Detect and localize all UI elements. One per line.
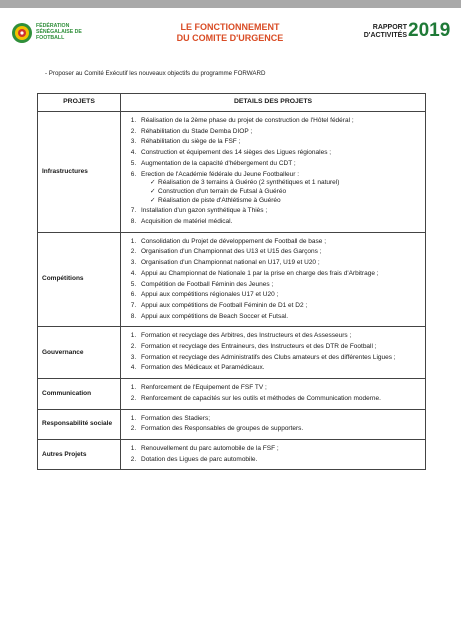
- list-item-text: Consolidation du Projet de développement de Football de base ;: [141, 237, 327, 245]
- list-item-text: Renouvellement du parc automobile de la FSF ;: [141, 444, 279, 452]
- table-header-row: [38, 94, 426, 112]
- list-item: [138, 171, 420, 205]
- list-item-text: Formation et recyclage des Administratifs des Clubs amateurs et des différentes Ligues ;: [141, 353, 396, 361]
- project-details-cell: [121, 327, 426, 379]
- project-details-list: [127, 415, 420, 434]
- project-details-list: [127, 384, 420, 403]
- checkmark-icon: ✓: [150, 187, 156, 195]
- list-item: [138, 259, 420, 267]
- fsf-logo-icon: [11, 22, 33, 44]
- project-details-cell: [121, 439, 426, 469]
- project-details-list: [127, 117, 420, 226]
- sub-list-item-text: Construction d'un terrain de Futsal à Guéréo: [158, 187, 287, 195]
- list-item-text: Renforcement de l'Equipement de FSF TV ;: [141, 384, 267, 392]
- table-row: [38, 327, 426, 379]
- report-label: [352, 24, 407, 39]
- table-row: [38, 439, 426, 469]
- list-item-text: Appui aux compétitions de Football Féminin de D1 et D2 ;: [141, 301, 308, 309]
- list-item-text: Erection de l'Académie fédérale du Jeune Footballeur :: [141, 170, 300, 178]
- list-item: [138, 160, 420, 168]
- column-header-details: DETAILS DES PROJETS: [121, 94, 426, 112]
- list-item: [138, 343, 420, 351]
- list-item-text: Formation des Responsables de groupes de supporters.: [141, 425, 304, 433]
- list-item-text: Acquisition de matériel médical.: [141, 218, 233, 226]
- list-item: [138, 384, 420, 392]
- list-item-text: Renforcement de capacités sur les outils et méthodes de Communication moderne.: [141, 394, 381, 402]
- list-item-text: Organisation d'un Championnat des U13 et U15 des Garçons ;: [141, 248, 322, 256]
- list-item: [138, 364, 420, 372]
- column-header-projets: PROJETS: [38, 94, 121, 112]
- intro-text: - Proposer au Comité Exécutif les nouveaux objectifs du programme FORWARD: [45, 70, 266, 77]
- list-item: [138, 456, 420, 464]
- projects-table: [37, 93, 426, 470]
- list-item: [138, 207, 420, 215]
- list-item: [138, 281, 420, 289]
- project-category: Compétitions: [38, 232, 121, 327]
- table-row: [38, 232, 426, 327]
- list-item-text: Augmentation de la capacité d'hébergement du CDT ;: [141, 159, 296, 167]
- list-item-text: Organisation d'un Championnat national en U17, U19 et U20 ;: [141, 259, 320, 267]
- federation-name: FÉDÉRATION SÉNÉGALAISE DE FOOTBALL: [36, 23, 82, 41]
- list-item-text: Compétition de Football Féminin des Jeunes ;: [141, 280, 274, 288]
- list-item: [138, 395, 420, 403]
- project-category: Autres Projets: [38, 439, 121, 469]
- list-item-text: Formation et recyclage des Entraineurs, des Instructeurs et des DTR de Football ;: [141, 343, 377, 351]
- list-item: [138, 415, 420, 423]
- project-category: Gouvernance: [38, 327, 121, 379]
- sub-list-item-text: Réalisation de 3 terrains à Guéréo (2 synthétiques et 1 naturel): [158, 179, 340, 187]
- title-line-1: LE FONCTIONNEMENT: [180, 22, 280, 32]
- list-item-text: Formation des Médicaux et Paramédicaux.: [141, 364, 265, 372]
- list-item: [138, 354, 420, 362]
- project-details-list: [127, 445, 420, 464]
- report-year: 2019: [408, 20, 451, 41]
- list-item-text: Formation des Stadiers;: [141, 414, 211, 422]
- list-item-text: Réhabilitation du siège de la FSF ;: [141, 138, 241, 146]
- list-item-text: Installation d'un gazon synthétique à Thiès ;: [141, 207, 268, 215]
- table-row: [38, 379, 426, 409]
- list-item-text: Appui aux compétitions de Beach Soccer et Futsal.: [141, 312, 289, 320]
- list-item: [138, 313, 420, 321]
- sub-list-item: [147, 188, 420, 196]
- project-details-list: [127, 332, 420, 372]
- list-item: [138, 445, 420, 453]
- list-item: [138, 238, 420, 246]
- list-item: [138, 291, 420, 299]
- list-item-text: Dotation des Ligues de parc automobile.: [141, 455, 258, 463]
- report-label-line-1: RAPPORT: [372, 24, 407, 31]
- list-item: [138, 117, 420, 125]
- list-item: [138, 218, 420, 226]
- list-item: [138, 425, 420, 433]
- checkmark-icon: ✓: [150, 179, 156, 187]
- list-item: [138, 149, 420, 157]
- project-details-cell: [121, 232, 426, 327]
- list-item-text: Construction et équipement des 14 sièges des Ligues régionales ;: [141, 149, 332, 157]
- list-item-text: Appui aux compétitions régionales U17 et U20 ;: [141, 291, 279, 299]
- sub-list-item: [147, 179, 420, 187]
- list-item-text: Réalisation de la 2ème phase du projet de construction de l'Hôtel fédéral ;: [141, 117, 354, 124]
- checkmark-icon: ✓: [150, 196, 156, 204]
- report-label-line-2: D'ACTIVITÉS: [363, 31, 407, 39]
- sub-list-item-text: Réalisation de piste d'Athlétisme à Guéréo: [158, 196, 281, 204]
- project-details-list: [127, 238, 420, 321]
- list-item: [138, 270, 420, 278]
- list-item: [138, 248, 420, 256]
- table-row: [38, 409, 426, 439]
- project-details-cell: [121, 112, 426, 233]
- project-details-cell: [121, 409, 426, 439]
- list-item: [138, 302, 420, 310]
- page-title: [140, 22, 320, 44]
- project-category: Infrastructures: [38, 112, 121, 233]
- sub-list-item: [147, 197, 420, 205]
- page-header: [0, 8, 461, 60]
- list-item-text: Appui au Championnat de Nationale 1 par la prise en charge des frais d'Arbitrage ;: [141, 269, 379, 277]
- table-body: [38, 112, 426, 470]
- list-item: [138, 128, 420, 136]
- title-line-2: DU COMITE D'URGENCE: [176, 33, 284, 43]
- table-row: [38, 112, 426, 233]
- project-details-cell: [121, 379, 426, 409]
- project-category: Communication: [38, 379, 121, 409]
- list-item-text: Réhabilitation du Stade Demba DIOP ;: [141, 127, 253, 135]
- list-item: [138, 138, 420, 146]
- project-category: Responsabilité sociale: [38, 409, 121, 439]
- sub-list: [141, 179, 420, 205]
- list-item-text: Formation et recyclage des Arbitres, des Instructeurs et des Assesseurs ;: [141, 332, 352, 340]
- top-gray-bar: [0, 0, 461, 8]
- list-item: [138, 332, 420, 340]
